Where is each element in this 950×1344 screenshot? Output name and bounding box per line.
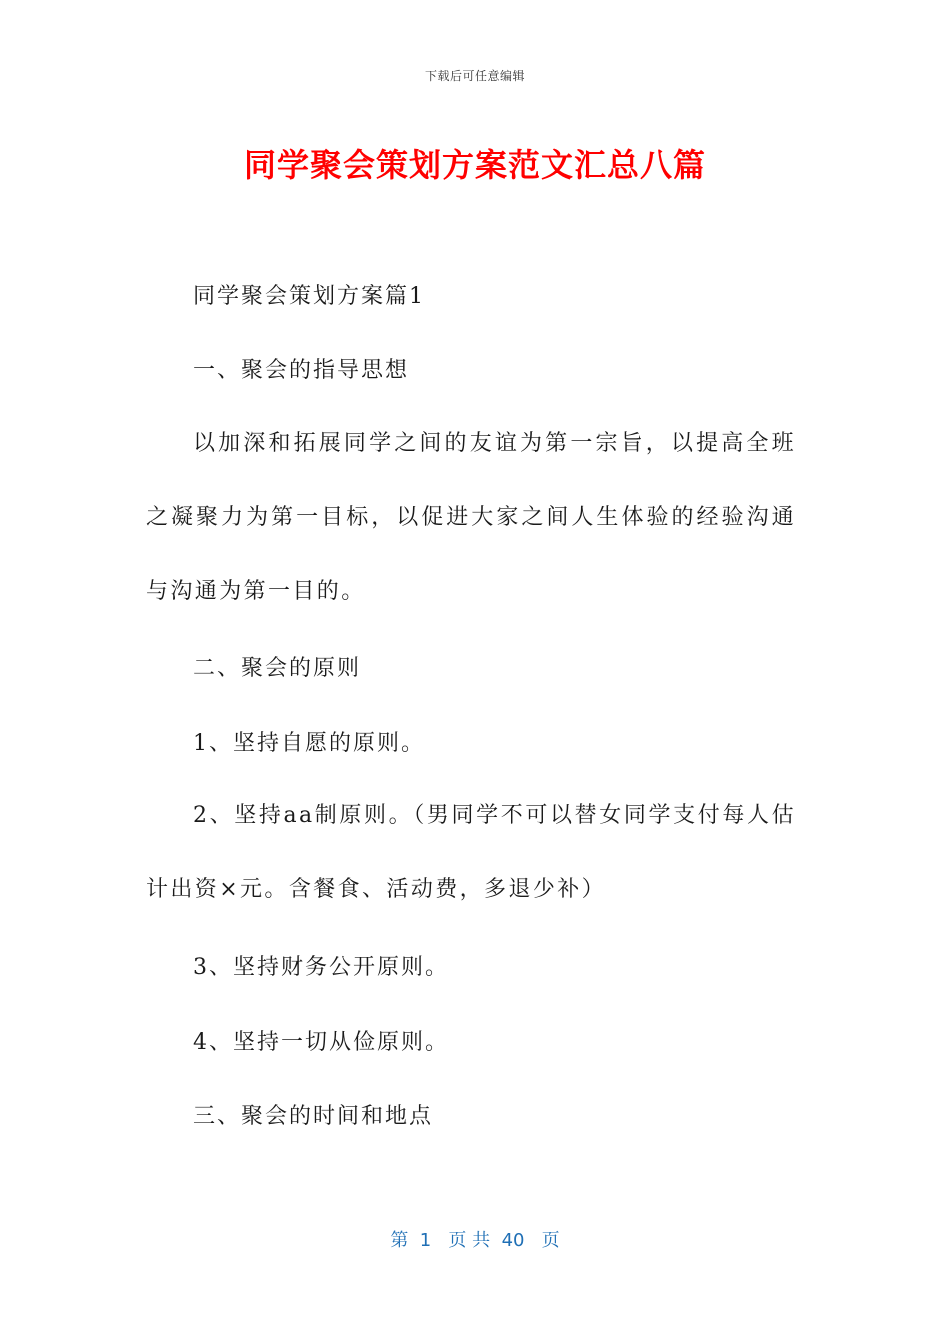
subheading-time-place: 三、聚会的时间和地点 bbox=[193, 1104, 434, 1129]
document-title: 同学聚会策划方案范文汇总八篇 bbox=[243, 146, 706, 184]
subheading-principles: 二、聚会的原则 bbox=[193, 656, 362, 681]
subheading-guiding-idea: 一、聚会的指导思想 bbox=[193, 358, 410, 383]
principle-4: 4、坚持一切从俭原则。 bbox=[193, 1030, 449, 1055]
header-note: 下载后可任意编辑 bbox=[424, 69, 525, 83]
principle-1: 1、坚持自愿的原则。 bbox=[193, 731, 425, 756]
principle-3: 3、坚持财务公开原则。 bbox=[193, 955, 449, 980]
paragraph-guiding-idea: 以加深和拓展同学之间的友谊为第一宗旨，以提高全班之凝聚力为第一目标，以促进大家之间人生体验的经验沟通与沟通为第一目的。 bbox=[146, 431, 796, 604]
page-number-footer: 第 1 页 共 40 页 bbox=[390, 1230, 560, 1251]
section-heading: 同学聚会策划方案篇1 bbox=[193, 284, 425, 309]
principle-2: 2、坚持aa制原则。（男同学不可以替女同学支付每人估计出资×元。含餐食、活动费，多退少补） bbox=[146, 803, 796, 902]
